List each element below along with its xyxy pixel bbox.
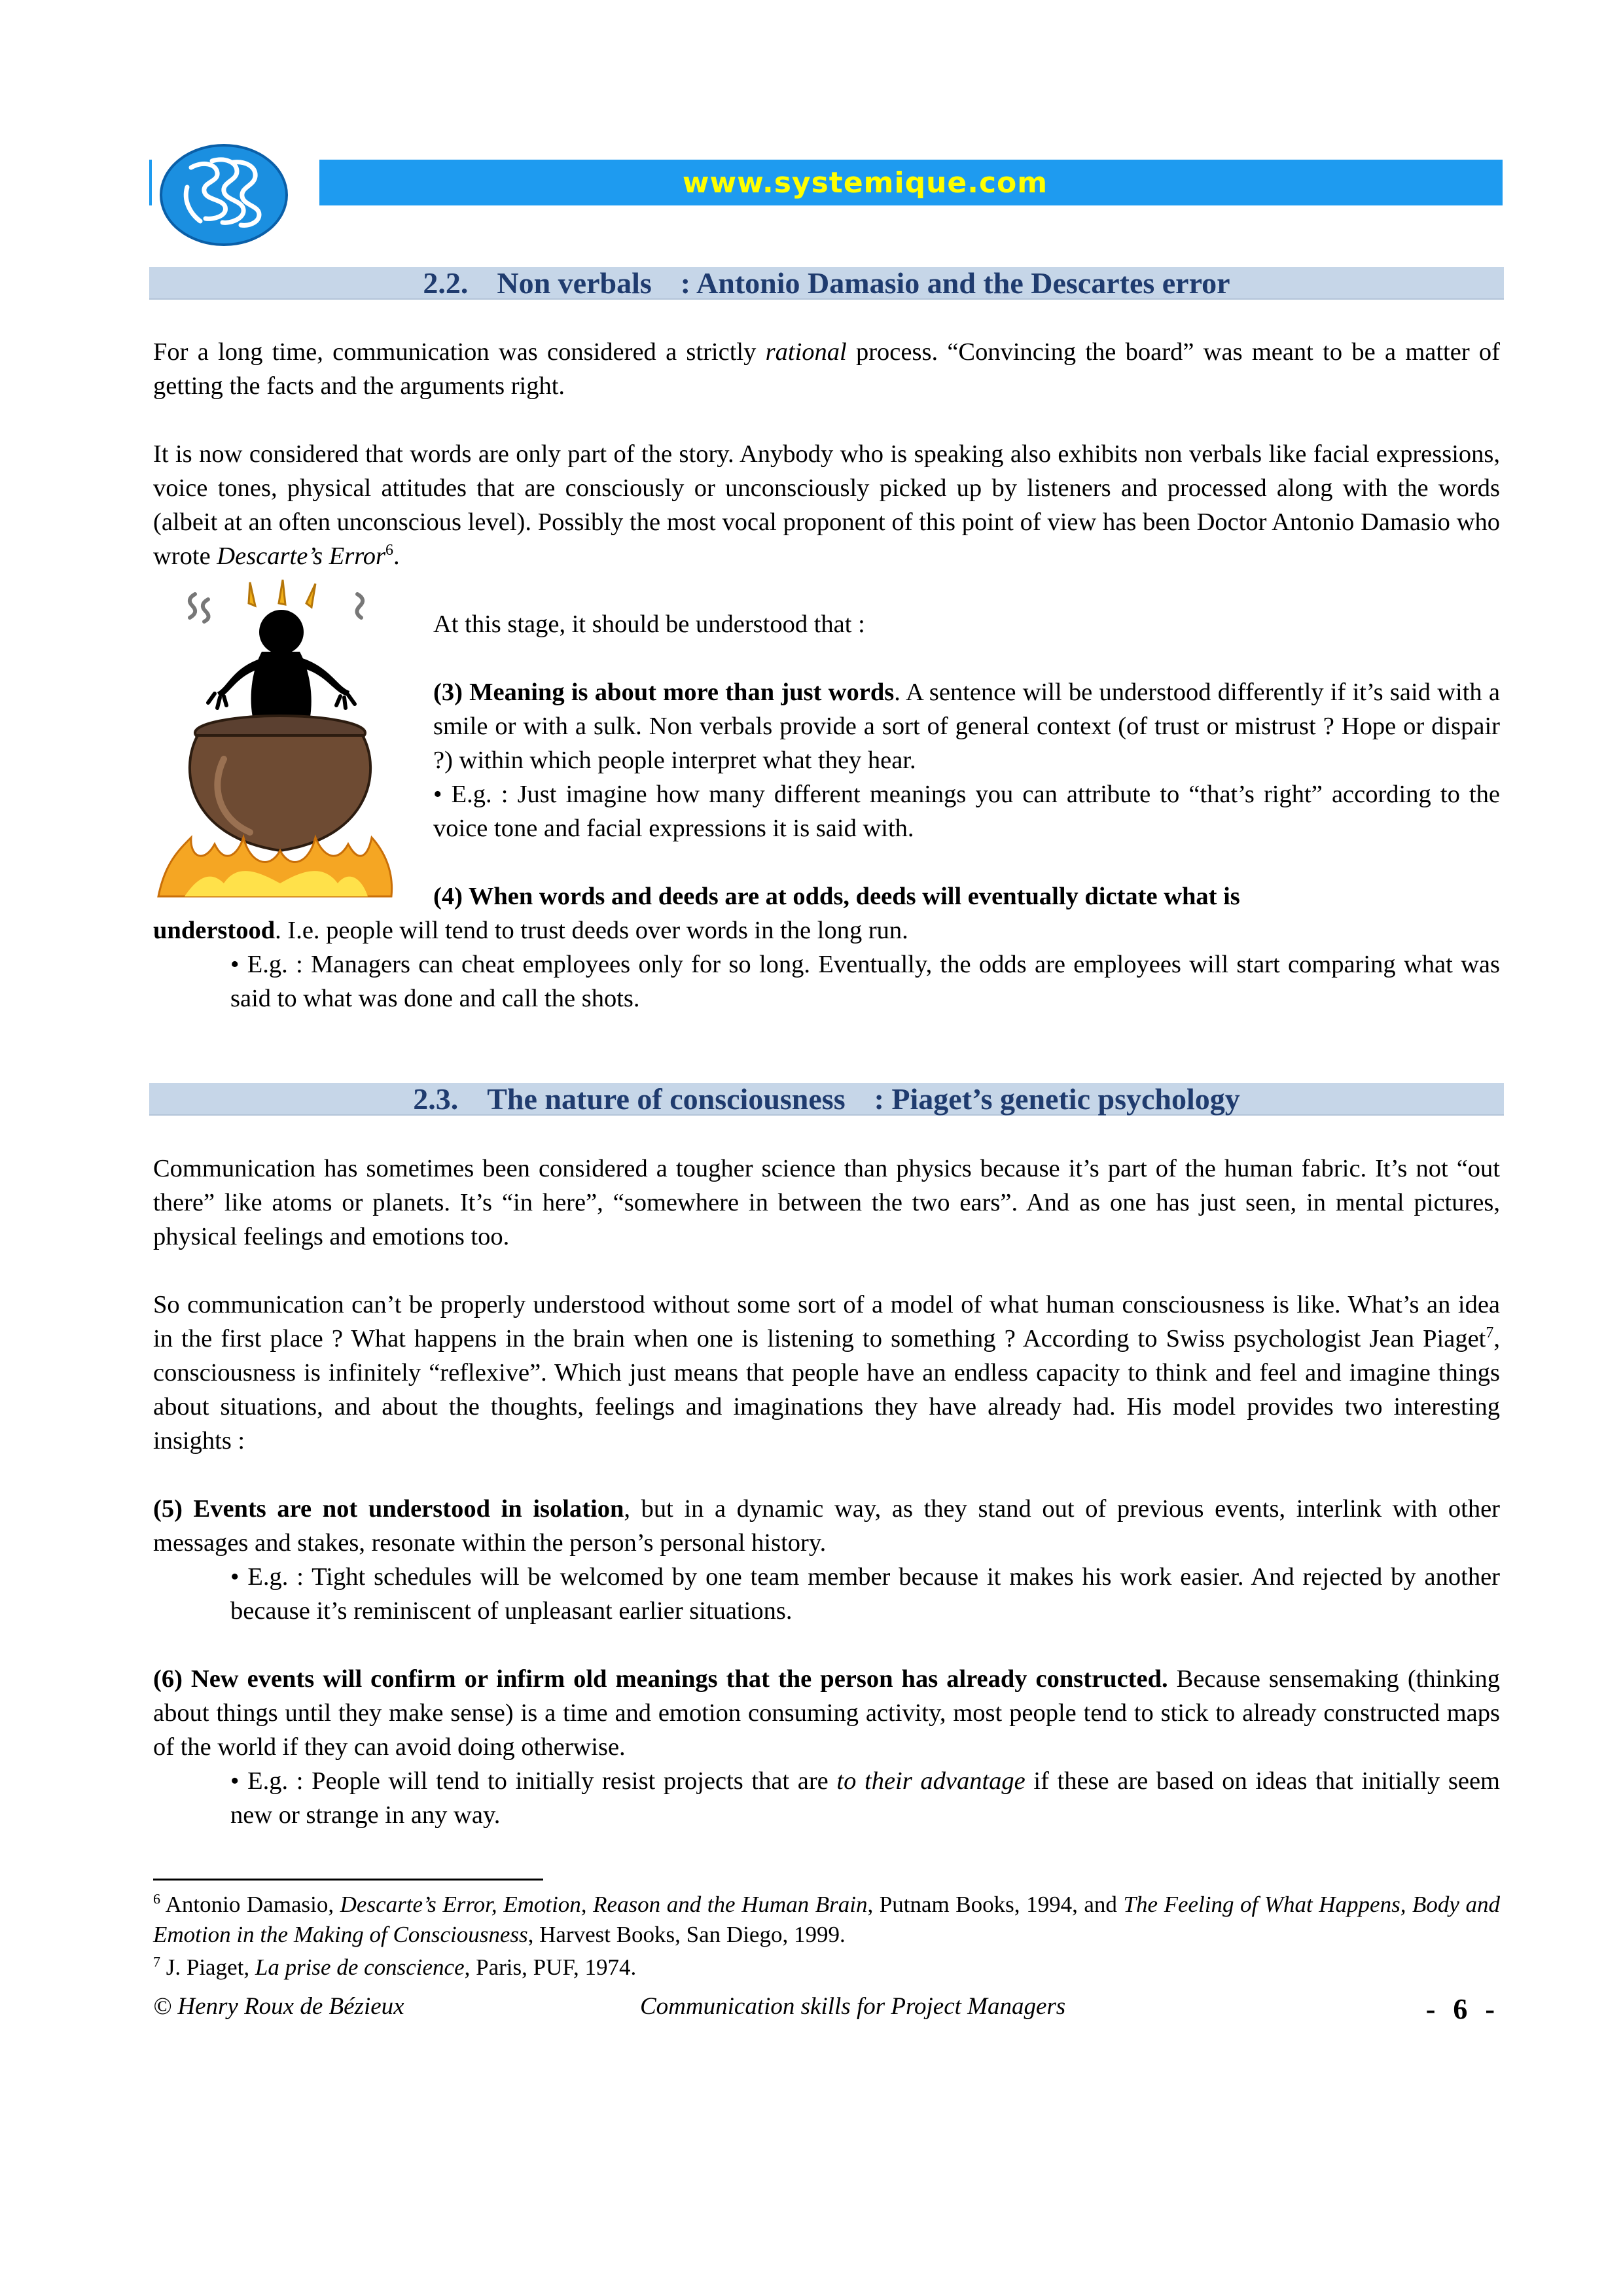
point-4-line1: (4) When words and deeds are at odds, deeds will eventually dictate what is: [433, 883, 1240, 910]
section-heading-2-3: [149, 1083, 1504, 1116]
point-4: understood. I.e. people will tend to trust deeds over words in the long run.: [153, 917, 908, 944]
section-number: 2.2.: [423, 266, 469, 300]
page-footer: [153, 1992, 1500, 2025]
point-3: (3) Meaning is about more than just words. A sentence will be understood differently if it’s said with a smile or with a sulk. Non verbals provide a sort of general context (of trust or mistrust ? Hope or dispair ?) within which people interpret what they hear. • E.g. : Just imagine how many different meanings you can attribute to “that’s right” according to the voice tone and facial expressions it is said with.: [433, 679, 1500, 842]
page-header: [149, 141, 1504, 246]
example: • E.g. : Managers can cheat employees only for so long. Eventually, the odds are employees will start comparing what was said to what was done and call the shots.: [230, 951, 1500, 1012]
paragraph: It is now considered that words are only part of the story. Anybody who is speaking also exhibits non verbals like facial expressions, voice tones, physical attitudes that are consciously or unconsciously picked up by listeners and processed along with the words (albeit at an often unconscious level). Possibly the most vocal proponent of this point of view has been Doctor Antonio Damasio who wrote Descarte’s Error$^6$.: [153, 440, 1500, 570]
example: • E.g. : Just imagine how many different meanings you can attribute to “that’s right” according to the voice tone and facial expressions it is said with.: [433, 781, 1500, 842]
paragraph: So communication can’t be properly understood without some sort of a model of what human consciousness is like. What’s an idea in the first place ? What happens in the brain when one is listening to something ? According to Swiss psychologist Jean Piaget$^7$, consciousness is infinitely “reflexive”. Which just means that people have an endless capacity to think and feel and imagine things about situations, and about the thoughts, feelings and imaginations they have already had. His model provides two interesting insights :: [153, 1291, 1500, 1455]
systemique-logo-icon: [157, 141, 291, 246]
paragraph: For a long time, communication was considered a strictly rational process. “Convincing the board” was meant to be a matter of getting the facts and the arguments right.: [153, 338, 1500, 400]
paragraph: At this stage, it should be understood that :: [433, 610, 865, 638]
header-rule: [149, 160, 152, 205]
copyright: © Henry Roux de Bézieux: [153, 1993, 404, 2020]
section-title: Non verbals: [497, 266, 652, 300]
footnote-ref[interactable]: 6: [385, 542, 394, 559]
footnote-7: $^7$ J. Piaget, La prise de conscience, Paris, PUF, 1974.: [153, 1953, 637, 1980]
paragraph: Communication has sometimes been considered a tougher science than physics because it’s part of the human fabric. It’s not “out there” like atoms or planets. It’s “in here”, “somewhere in between the two ears”. And as one has just seen, in mental pictures, physical feelings and emotions too.: [153, 1155, 1500, 1250]
site-url[interactable]: www.systemique.com: [682, 166, 1048, 200]
point-6: (6) New events will confirm or infirm old meanings that the person has already constructed. Because sensemaking (thinking about things until they make sense) is a time and emotion consuming activity, most people tend to stick to already constructed maps of the world if they can avoid doing otherwise.: [153, 1665, 1500, 1761]
example: • E.g. : People will tend to initially resist projects that are to their advantage if these are based on ideas that initially seem new or strange in any way.: [230, 1767, 1500, 1829]
point-5: (5) Events are not understood in isolation, but in a dynamic way, as they stand out of previous events, interlink with other messages and stakes, resonate within the person’s personal history.: [153, 1495, 1500, 1557]
section-title: The nature of consciousness: [487, 1082, 846, 1116]
footnote-6: $^6$ Antonio Damasio, Descarte’s Error, Emotion, Reason and the Human Brain, Putnam Books, 1994, and The Feeling of What Happens, Body and Emotion in the Making of Consciousness, Harvest Books, San Diego, 1999.: [153, 1890, 1500, 1947]
figure-in-cooking-pot-over-fire-icon: [152, 576, 394, 903]
footnote-ref[interactable]: 7: [1486, 1324, 1494, 1342]
footnote-divider: [153, 1879, 543, 1881]
page-number: - 6 -: [1425, 1993, 1500, 2025]
example: • E.g. : Tight schedules will be welcomed by one team member because it makes his work easier. And rejected by another because it’s reminiscent of unpleasant earlier situations.: [230, 1563, 1500, 1625]
document-title: Communication skills for Project Managers: [640, 1993, 1066, 2020]
section-number: 2.3.: [413, 1082, 459, 1116]
section-subtitle: : Antonio Damasio and the Descartes error: [680, 266, 1230, 300]
site-banner: [319, 160, 1503, 205]
section-heading-2-2: [149, 267, 1504, 300]
section-subtitle: : Piaget’s genetic psychology: [874, 1082, 1240, 1116]
